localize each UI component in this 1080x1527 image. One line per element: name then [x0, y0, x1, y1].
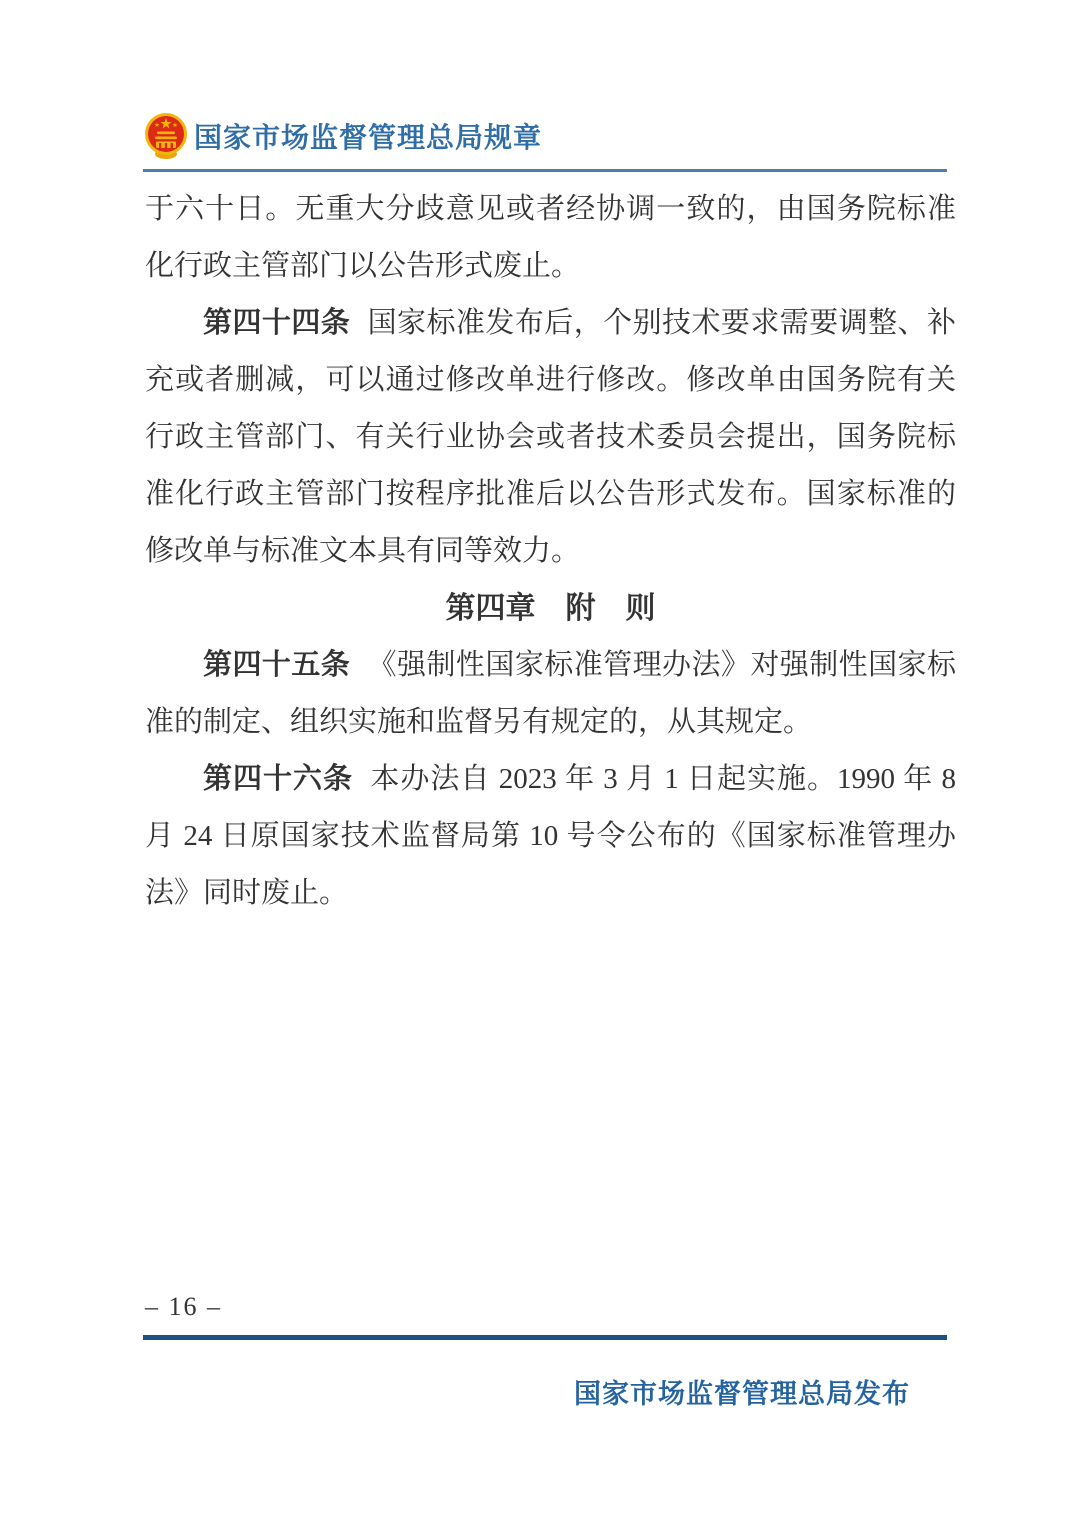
footer-divider: [143, 1335, 947, 1340]
chapter-heading: 第四章 附 则: [445, 592, 656, 625]
paragraph-article-44: [145, 295, 956, 580]
paragraph-article-46: [145, 751, 956, 922]
article-number: 第四十五条: [203, 649, 351, 681]
header-divider: [143, 169, 947, 172]
paragraph-article-45: [145, 637, 956, 751]
national-emblem-icon: [144, 112, 188, 160]
page-header: [144, 110, 955, 162]
publisher-label: 国家市场监督管理总局发布: [574, 1379, 910, 1409]
paragraph-text: 于六十日。无重大分歧意见或者经协调一致的，由国务院标准化行政主管部门以公告形式废止。: [145, 193, 956, 282]
page-title: 国家市场监督管理总局规章: [194, 122, 543, 153]
paragraph-text: 本办法自 2023 年 3 月 1 日起实施。1990 年 8 月 24 日原国家技术监督局第 10 号令公布的《国家标准管理办法》同时废止。: [145, 763, 956, 909]
page-number: – 16 –: [145, 1292, 222, 1321]
paragraph-text: 《强制性国家标准管理办法》对强制性国家标准的制定、组织实施和监督另有规定的，从其规定。: [145, 649, 956, 738]
article-number: 第四十六条: [203, 763, 354, 795]
paragraph-continuation: [145, 181, 956, 295]
paragraph-text: 国家标准发布后，个别技术要求需要调整、补充或者删减，可以通过修改单进行修改。修改单由国务院有关行政主管部门、有关行业协会或者技术委员会提出，国务院标准化行政主管部门按程序批准后以公告形式发布。国家标准的修改单与标准文本具有同等效力。: [145, 307, 956, 567]
document-body: [145, 181, 956, 922]
article-number: 第四十四条: [203, 307, 351, 339]
